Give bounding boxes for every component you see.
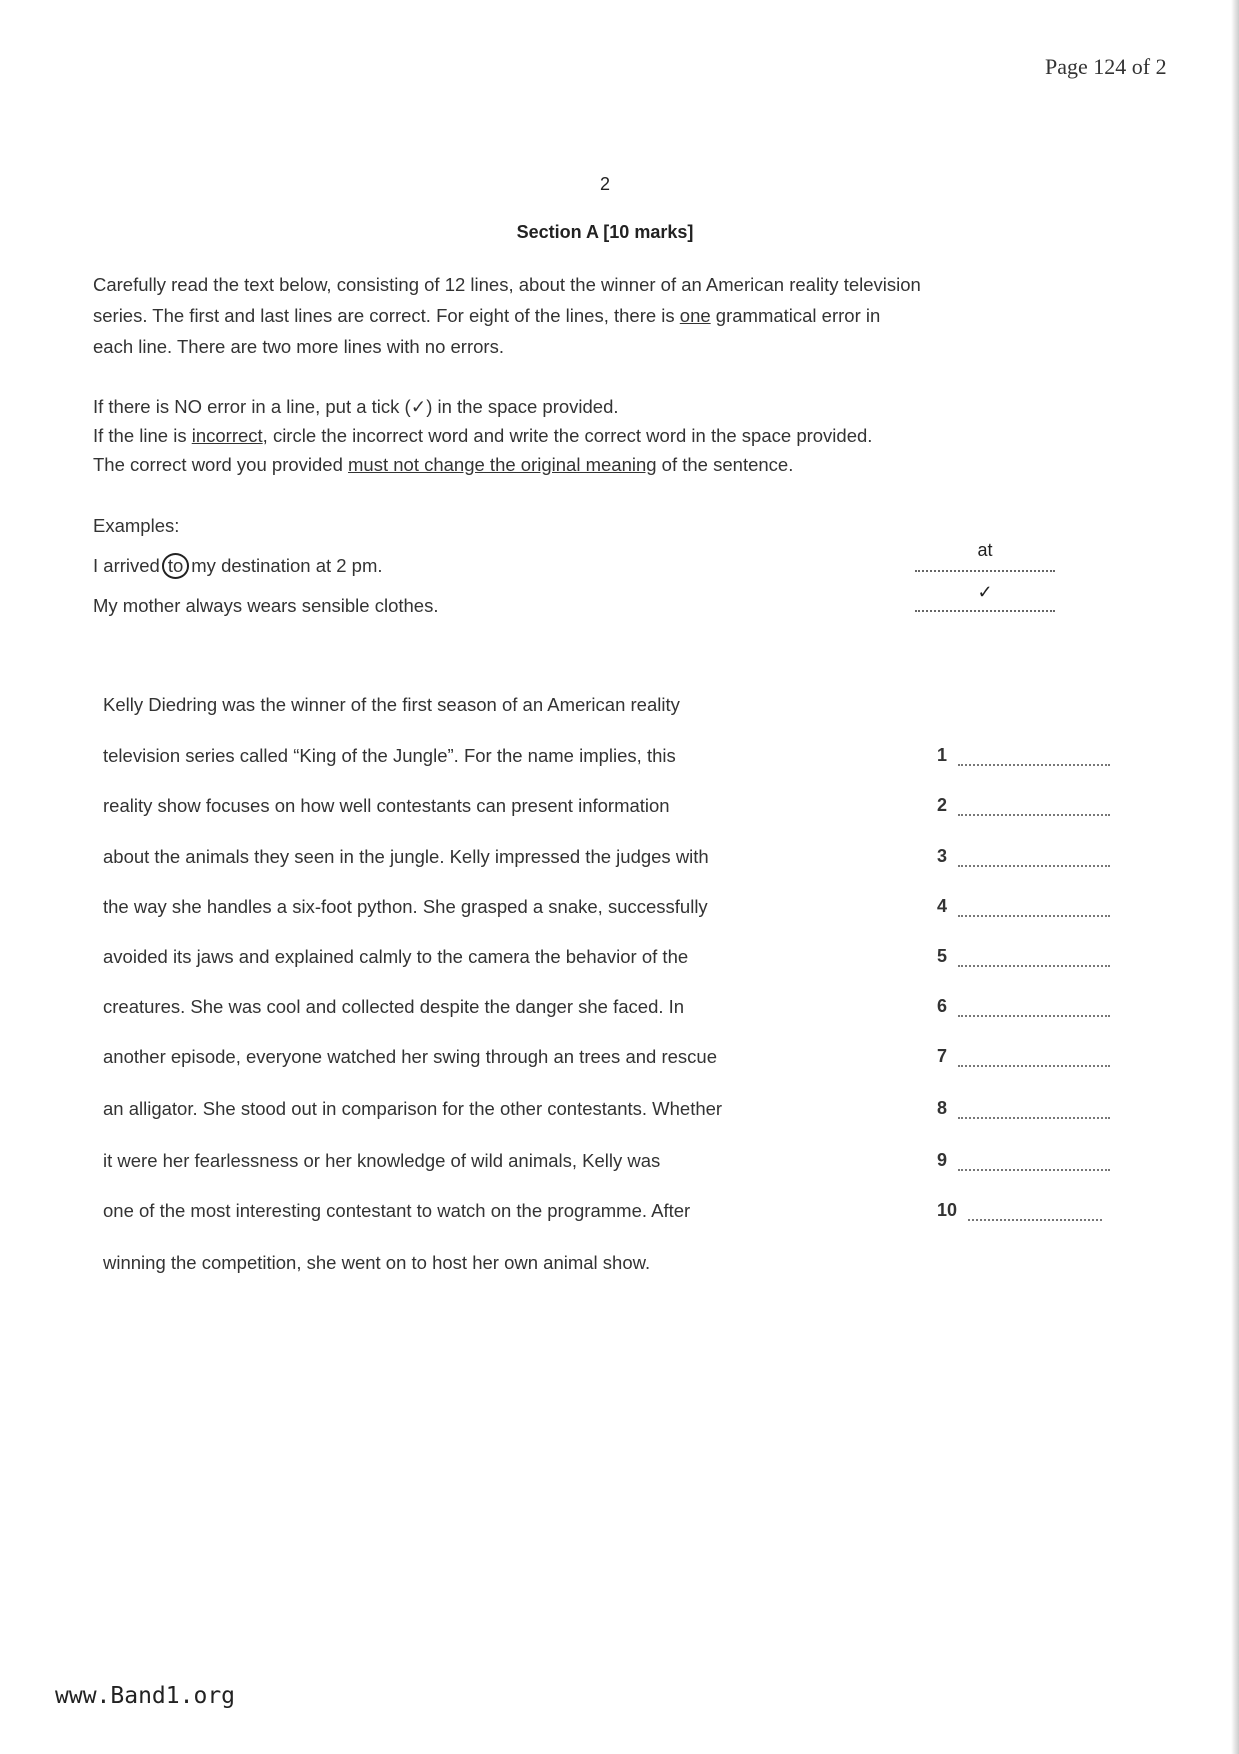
answer-number: 4: [937, 896, 948, 916]
answer-blank[interactable]: [958, 764, 1110, 766]
intro-line-3: each line. There are two more lines with no errors.: [93, 336, 504, 357]
example-2: My mother always wears sensible clothes.: [93, 595, 439, 616]
instruction-incorrect: [93, 425, 872, 447]
passage-line: avoided its jaws and explained calmly to the camera the behavior of the: [103, 946, 689, 967]
passage-line: winning the competition, she went on to host her own animal show.: [103, 1252, 651, 1273]
answer-line: [915, 610, 1055, 612]
passage-line: one of the most interesting contestant to watch on the programme. After: [103, 1200, 691, 1221]
answer-number: 10: [937, 1200, 958, 1220]
text: of the sentence.: [656, 454, 794, 475]
example-2-answer: ✓: [977, 582, 993, 602]
answer-blank[interactable]: [958, 965, 1110, 967]
passage-line: Kelly Diedring was the winner of the first season of an American reality: [103, 694, 680, 715]
passage-line: another episode, everyone watched her swing through an trees and rescue: [103, 1046, 717, 1067]
section-title: Section A [10 marks]: [516, 222, 694, 242]
answer-line: [915, 570, 1055, 572]
answer-number: 1: [937, 745, 948, 765]
answer-number: 9: [937, 1150, 948, 1170]
answer-blank[interactable]: [958, 1169, 1110, 1171]
scan-edge: [1231, 0, 1239, 1754]
text: I arrived: [93, 555, 160, 576]
answer-number: 7: [937, 1046, 948, 1066]
answer-number: 2: [937, 795, 948, 815]
answer-blank[interactable]: [958, 1117, 1110, 1119]
answer-blank[interactable]: [958, 915, 1110, 917]
text: If the line is: [93, 425, 192, 446]
emphasis-one: one: [679, 305, 711, 326]
answer-blank[interactable]: [958, 1065, 1110, 1067]
intro-line-1: Carefully read the text below, consisting of 12 lines, about the winner of an American reality television: [93, 274, 921, 295]
answer-blank[interactable]: [958, 814, 1110, 816]
text: The correct word you provided: [93, 454, 349, 475]
text: series. The first and last lines are correct. For eight of the lines, there is: [93, 305, 680, 326]
passage-line: an alligator. She stood out in comparison for the other contestants. Whether: [103, 1098, 723, 1119]
page-number: 2: [600, 174, 611, 194]
passage-line: about the animals they seen in the jungle. Kelly impressed the judges with: [103, 846, 709, 867]
passage-line: it were her fearlessness or her knowledge of wild animals, Kelly was: [103, 1150, 661, 1171]
example-1-answer: at: [977, 540, 993, 560]
instruction-tick: If there is NO error in a line, put a tick (✓) in the space provided.: [93, 396, 619, 417]
circled-word: to: [162, 553, 189, 579]
answer-number: 5: [937, 946, 948, 966]
instruction-meaning: [93, 454, 793, 476]
page-label: Page 124 of 2: [1045, 54, 1167, 79]
text: grammatical error in: [710, 305, 881, 326]
examples-label: Examples:: [93, 515, 180, 536]
answer-blank[interactable]: [968, 1219, 1102, 1221]
emphasis: incorrect: [191, 425, 263, 446]
passage-line: reality show focuses on how well contestants can present information: [103, 795, 670, 816]
emphasis: must not change the original meaning: [348, 454, 657, 475]
text: my destination at 2 pm.: [191, 555, 383, 576]
answer-number: 3: [937, 846, 948, 866]
passage-line: creatures. She was cool and collected despite the danger she faced. In: [103, 996, 685, 1017]
answer-blank[interactable]: [958, 865, 1110, 867]
footer-site: www.Band1.org: [55, 1683, 236, 1709]
text: , circle the incorrect word and write the correct word in the space provided.: [262, 425, 873, 446]
passage-line: the way she handles a six-foot python. She grasped a snake, successfully: [103, 896, 708, 917]
answer-number: 8: [937, 1098, 948, 1118]
example-1: [93, 553, 383, 579]
intro-line-2: [93, 305, 880, 327]
answer-number: 6: [937, 996, 948, 1016]
passage-line: television series called “King of the Jungle”. For the name implies, this: [103, 745, 676, 766]
answer-blank[interactable]: [958, 1015, 1110, 1017]
